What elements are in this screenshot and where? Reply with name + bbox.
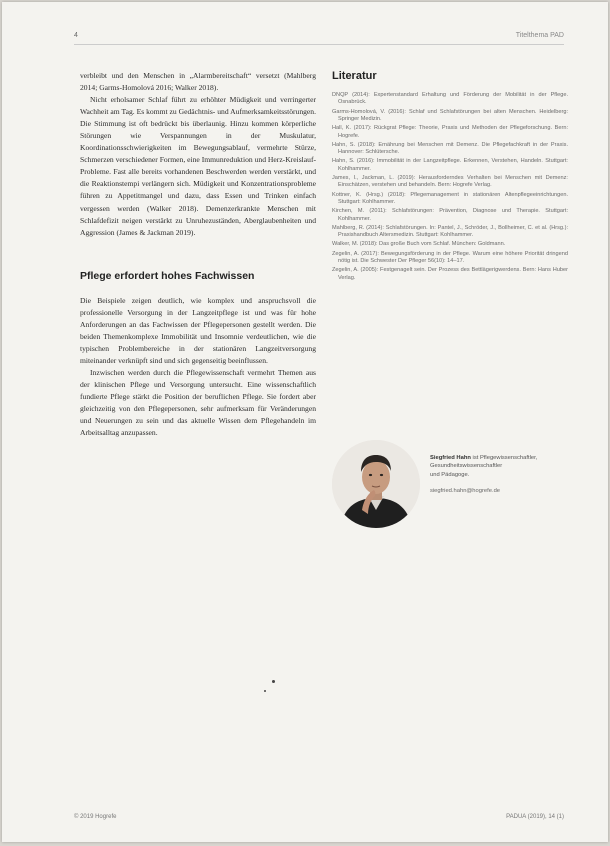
- reference-item: Hall, K. (2017): Rückgrat Pflege: Theorie, Praxis und Methoden der Pflegeforschung. Bern: Hogrefe.: [332, 125, 568, 139]
- author-email: siegfried.hahn@hogrefe.de: [430, 488, 501, 495]
- reference-item: Zegelin, A. (2005): Festgenagelt sein. Der Prozess des Bettlägerigwerdens. Bern: Hans Huber Verlag.: [332, 267, 568, 281]
- reference-item: James, I., Jackman, L. (2019): Herausforderndes Verhalten bei Menschen mit Demenz: Einschätzen, verstehen und behandeln. Bern: Hogrefe Verlag.: [332, 175, 568, 189]
- section-heading: Pflege erfordert hohes Fachwissen: [80, 269, 255, 282]
- reference-item: Mahlberg, R. (2014): Schlafstörungen. In: Pantel, J., Schröder, J., Bollheimer, C. et al. (Hrsg.): Praxishandbuch Altersmedizin. Stuttgart: Kohlhammer.: [332, 224, 568, 239]
- body-paragraph: Inzwischen werden durch die Pflegewissenschaft vermehrt Themen aus der klinischen Pflege und Versorgung untersucht. Eine wissenschaftlich fundierte Pflege stärkt die Position der beruflichen Pflege. Sie fordert aber gleichzeitig von den Pflegepersonen, sehr aufmerksam für Veränderungen und Neuerungen zu sein und das aktuelle Wissen dem Pflegehandeln im Arbeitsalltag anzupassen.: [80, 367, 316, 438]
- document-page: [2, 2, 608, 842]
- reference-item: Kottner, K. (Hrsg.) (2018): Pflegemanagement in stationären Altenpflegeeinrichtungen. Stuttgart: Kohlhammer.: [332, 191, 568, 206]
- author-box: [332, 440, 568, 540]
- reference-item: Zegelin, A. (2017): Bewegungsförderung in der Pflege. Warum eine höhere Priorität dringend nötig ist. Die Schwester Der Pfleger 56(10): 14–17.: [332, 250, 568, 265]
- scan-speck: [272, 680, 275, 683]
- body-paragraph: verbleibt und den Menschen in „Alarmbereitschaft“ versetzt (Mahlberg 2014; Garms-Homolová 2016; Walker 2018).: [80, 71, 316, 93]
- running-title: Titelthema PAD: [515, 32, 564, 39]
- main-text-column: [80, 70, 316, 439]
- author-role-line: ist Pflegewissenschaftler,: [472, 455, 538, 461]
- header-page-number: 4: [74, 32, 78, 39]
- literature-heading: Literatur: [332, 70, 377, 82]
- reference-item: Kirchen, M. (2011): Schlafstörungen: Prävention, Diagnose und Therapie. Stuttgart: Kohlhammer.: [332, 208, 568, 222]
- scan-speck: [264, 690, 266, 692]
- reference-item: Hahn, S. (2018): Ernährung bei Menschen mit Demenz. Die Pflegefachkraft in der Praxis. Hannover: Schlütersche.: [332, 141, 568, 156]
- footer-copyright: © 2019 Hogrefe: [74, 814, 117, 820]
- header-divider: [74, 44, 564, 45]
- author-name: Siegfried Hahn: [430, 455, 471, 461]
- author-photo: [332, 440, 420, 528]
- reference-item: Walker, M. (2018): Das große Buch vom Schlaf. München: Goldmann.: [332, 241, 506, 248]
- author-role-line: und Pädagoge.: [430, 471, 470, 478]
- author-role-line: Gesundheitswissenschaftler: [430, 463, 503, 470]
- author-bio: [430, 454, 566, 496]
- reference-item: DNQP (2014): Expertenstandard Erhaltung und Förderung der Mobilität in der Pflege. Osnabrück.: [332, 92, 568, 106]
- reference-item: Garms-Homolová, V. (2016): Schlaf und Schlafstörungen bei alten Menschen. Heidelberg: Springer Medizin.: [332, 108, 568, 123]
- reference-item: Hahn, S. (2016): Immobilität in der Langzeitpflege. Erkennen, Verstehen, Handeln. Stuttgart: Kohlhammer.: [332, 158, 568, 172]
- author-portrait-icon: [332, 440, 420, 528]
- literature-column: [332, 70, 568, 284]
- footer-journal: PADUA (2019), 14 (1): [506, 814, 564, 820]
- reference-list: [332, 92, 568, 282]
- body-paragraph: Die Beispiele zeigen deutlich, wie komplex und anspruchsvoll die professionelle Versorgung in der Langzeitpflege ist und was für hohe Anforderungen an das Fachwissen der Pflegepersonen gestellt werden. Die beiden Themenkomplexe Immobilität und Insomnie verdeutlichen, wie die typischen Problembereiche in der stationären Langzeitversorgung miteinander verknüpft sind und sich gegenseitig beeinflussen.: [80, 295, 316, 365]
- body-paragraph: Nicht erholsamer Schlaf führt zu erhöhter Müdigkeit und verringerter Wachheit am Tag. Es kommt zu Gedächtnis- und Aufmerksamkeitsstörungen. Die Stimmung ist oft bedrückt bis überlaunig. Hinzu kommen körperliche Störungen wie Verspannungen in der Muskulatur, Koordinationsschwierigkeiten im Bewegungsablauf, vermehrte Stürze, Schmerzen verschiedener Formen, eine Immunreduktion und Herz-Kreislauf-Probleme. Fast alle bereits vorhandenen Beschwerden werden verstärkt, und die Reaktionstempi verlängern sich. Müdigkeit und Konzentrationsprobleme führen zu Appetitmangel und dazu, dass Essen und Trinken einfach vergessen werden (Walker 2018). Demenzerkrankte Menschen mit Schlafdefizit neigen verstärkt zu Unruhezuständen, Aberglaubenheiten und Aggression (James & Jackman 2019).: [80, 95, 316, 237]
